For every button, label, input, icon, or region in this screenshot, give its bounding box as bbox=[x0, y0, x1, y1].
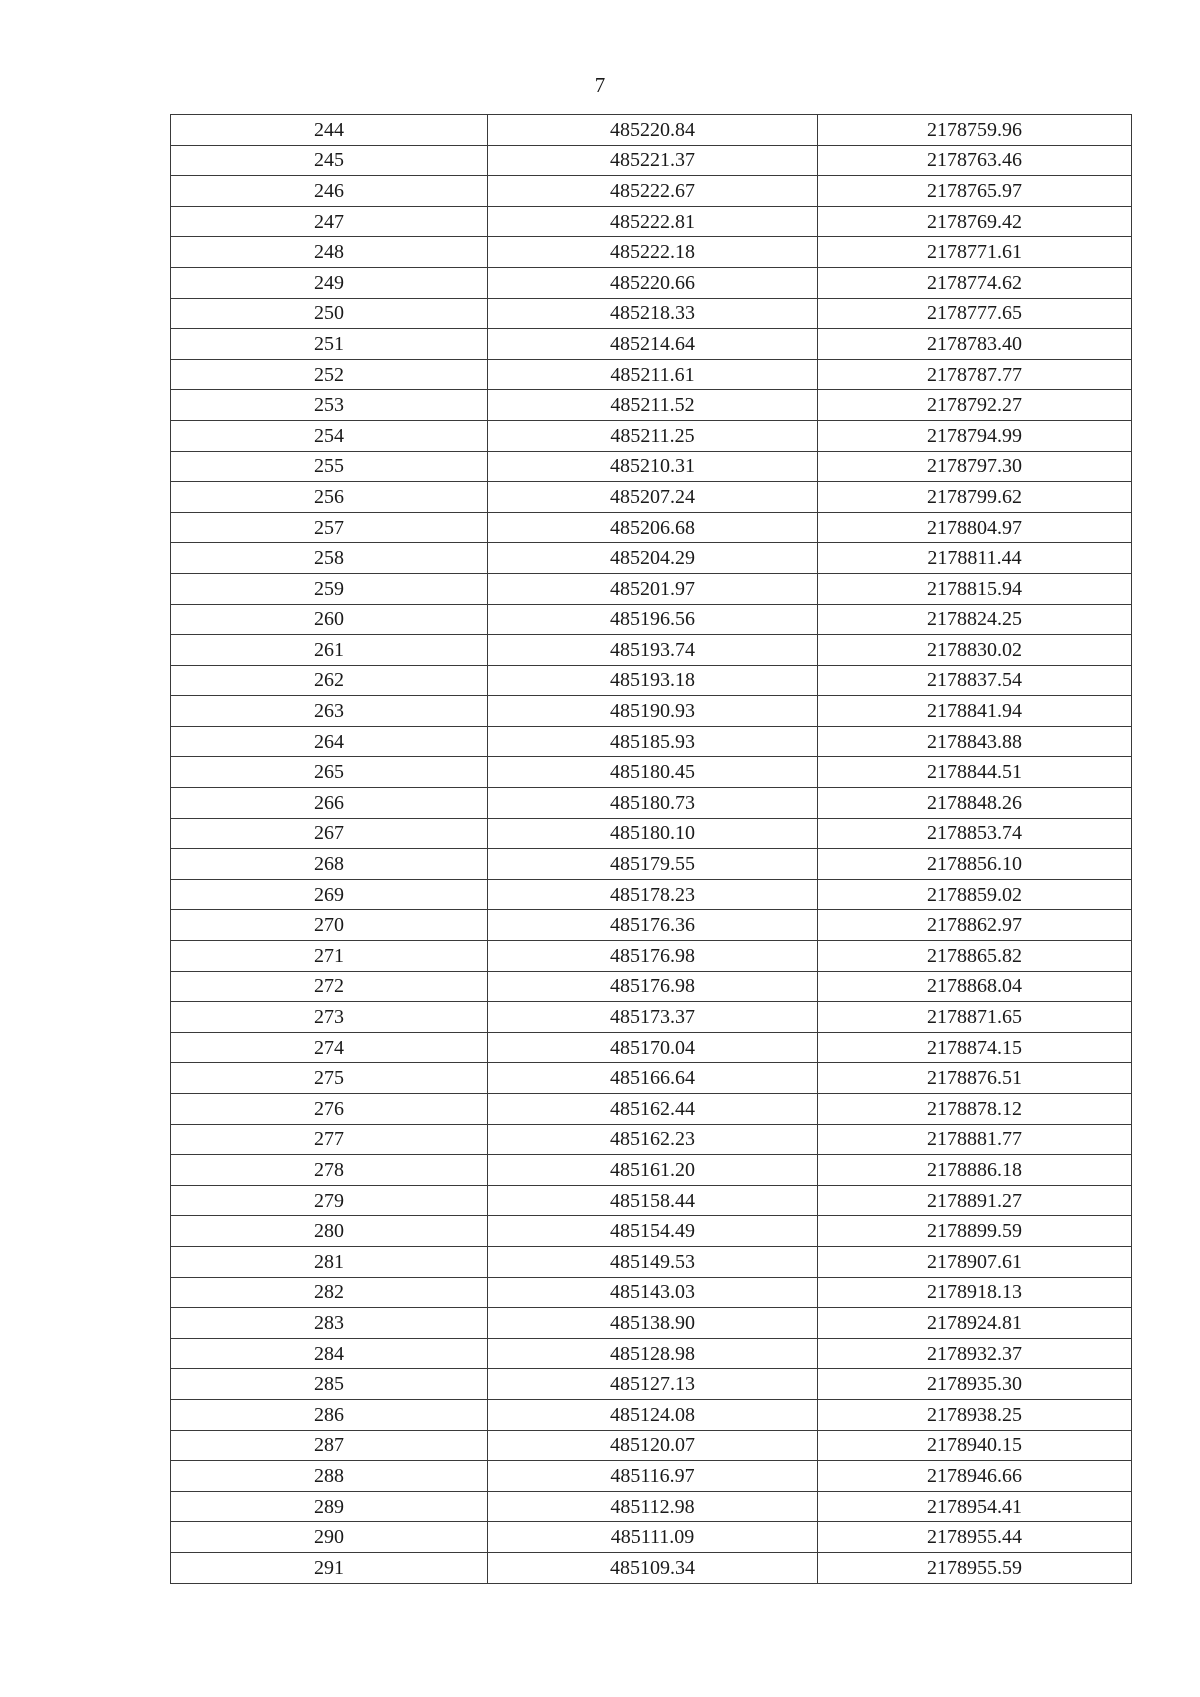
y-coordinate-cell: 2178891.27 bbox=[818, 1185, 1132, 1216]
page-number: 7 bbox=[594, 73, 606, 97]
table-row bbox=[171, 604, 1132, 635]
table-row bbox=[171, 420, 1132, 451]
table-row bbox=[171, 849, 1132, 880]
table-row bbox=[171, 635, 1132, 666]
x-coordinate-cell: 485220.66 bbox=[488, 267, 818, 298]
point-number-cell: 281 bbox=[171, 1246, 488, 1277]
y-coordinate-cell: 2178763.46 bbox=[818, 145, 1132, 176]
table-row bbox=[171, 329, 1132, 360]
table-row bbox=[171, 1094, 1132, 1125]
point-number-cell: 268 bbox=[171, 849, 488, 880]
x-coordinate-cell: 485185.93 bbox=[488, 726, 818, 757]
y-coordinate-cell: 2178938.25 bbox=[818, 1399, 1132, 1430]
x-coordinate-cell: 485176.36 bbox=[488, 910, 818, 941]
y-coordinate-cell: 2178878.12 bbox=[818, 1094, 1132, 1125]
point-number-cell: 266 bbox=[171, 788, 488, 819]
y-coordinate-cell: 2178899.59 bbox=[818, 1216, 1132, 1247]
point-number-cell: 273 bbox=[171, 1002, 488, 1033]
x-coordinate-cell: 485120.07 bbox=[488, 1430, 818, 1461]
table-row bbox=[171, 482, 1132, 513]
point-number-cell: 265 bbox=[171, 757, 488, 788]
table-row bbox=[171, 1338, 1132, 1369]
table-row bbox=[171, 145, 1132, 176]
table-row bbox=[171, 818, 1132, 849]
table-row bbox=[171, 1246, 1132, 1277]
x-coordinate-cell: 485204.29 bbox=[488, 543, 818, 574]
point-number-cell: 251 bbox=[171, 329, 488, 360]
x-coordinate-cell: 485161.20 bbox=[488, 1155, 818, 1186]
table-row bbox=[171, 176, 1132, 207]
table-row bbox=[171, 1124, 1132, 1155]
x-coordinate-cell: 485180.45 bbox=[488, 757, 818, 788]
y-coordinate-cell: 2178853.74 bbox=[818, 818, 1132, 849]
y-coordinate-cell: 2178874.15 bbox=[818, 1032, 1132, 1063]
coordinates-table bbox=[170, 114, 1132, 1584]
point-number-cell: 276 bbox=[171, 1094, 488, 1125]
table-row bbox=[171, 1552, 1132, 1583]
point-number-cell: 250 bbox=[171, 298, 488, 329]
x-coordinate-cell: 485193.18 bbox=[488, 665, 818, 696]
x-coordinate-cell: 485158.44 bbox=[488, 1185, 818, 1216]
x-coordinate-cell: 485221.37 bbox=[488, 145, 818, 176]
table-row bbox=[171, 267, 1132, 298]
table-row bbox=[171, 573, 1132, 604]
table-row bbox=[171, 451, 1132, 482]
point-number-cell: 247 bbox=[171, 206, 488, 237]
point-number-cell: 283 bbox=[171, 1308, 488, 1339]
y-coordinate-cell: 2178824.25 bbox=[818, 604, 1132, 635]
x-coordinate-cell: 485149.53 bbox=[488, 1246, 818, 1277]
table-row bbox=[171, 206, 1132, 237]
x-coordinate-cell: 485176.98 bbox=[488, 971, 818, 1002]
table-row bbox=[171, 665, 1132, 696]
point-number-cell: 261 bbox=[171, 635, 488, 666]
y-coordinate-cell: 2178954.41 bbox=[818, 1491, 1132, 1522]
y-coordinate-cell: 2178946.66 bbox=[818, 1461, 1132, 1492]
table-row bbox=[171, 115, 1132, 146]
table-row bbox=[171, 359, 1132, 390]
point-number-cell: 260 bbox=[171, 604, 488, 635]
table-row bbox=[171, 1032, 1132, 1063]
table-row bbox=[171, 696, 1132, 727]
table-row bbox=[171, 1522, 1132, 1553]
table-row bbox=[171, 1399, 1132, 1430]
point-number-cell: 284 bbox=[171, 1338, 488, 1369]
x-coordinate-cell: 485211.52 bbox=[488, 390, 818, 421]
y-coordinate-cell: 2178876.51 bbox=[818, 1063, 1132, 1094]
point-number-cell: 285 bbox=[171, 1369, 488, 1400]
y-coordinate-cell: 2178932.37 bbox=[818, 1338, 1132, 1369]
point-number-cell: 257 bbox=[171, 512, 488, 543]
x-coordinate-cell: 485179.55 bbox=[488, 849, 818, 880]
y-coordinate-cell: 2178777.65 bbox=[818, 298, 1132, 329]
y-coordinate-cell: 2178774.62 bbox=[818, 267, 1132, 298]
point-number-cell: 278 bbox=[171, 1155, 488, 1186]
point-number-cell: 291 bbox=[171, 1552, 488, 1583]
y-coordinate-cell: 2178830.02 bbox=[818, 635, 1132, 666]
point-number-cell: 287 bbox=[171, 1430, 488, 1461]
table-row bbox=[171, 879, 1132, 910]
table-row bbox=[171, 1002, 1132, 1033]
y-coordinate-cell: 2178871.65 bbox=[818, 1002, 1132, 1033]
point-number-cell: 290 bbox=[171, 1522, 488, 1553]
table-row bbox=[171, 1461, 1132, 1492]
y-coordinate-cell: 2178940.15 bbox=[818, 1430, 1132, 1461]
table-row bbox=[171, 1491, 1132, 1522]
y-coordinate-cell: 2178881.77 bbox=[818, 1124, 1132, 1155]
x-coordinate-cell: 485143.03 bbox=[488, 1277, 818, 1308]
table-row bbox=[171, 1277, 1132, 1308]
x-coordinate-cell: 485222.18 bbox=[488, 237, 818, 268]
x-coordinate-cell: 485210.31 bbox=[488, 451, 818, 482]
y-coordinate-cell: 2178907.61 bbox=[818, 1246, 1132, 1277]
table-row bbox=[171, 1430, 1132, 1461]
table-row bbox=[171, 1063, 1132, 1094]
y-coordinate-cell: 2178859.02 bbox=[818, 879, 1132, 910]
x-coordinate-cell: 485180.73 bbox=[488, 788, 818, 819]
x-coordinate-cell: 485180.10 bbox=[488, 818, 818, 849]
point-number-cell: 263 bbox=[171, 696, 488, 727]
x-coordinate-cell: 485201.97 bbox=[488, 573, 818, 604]
point-number-cell: 253 bbox=[171, 390, 488, 421]
x-coordinate-cell: 485111.09 bbox=[488, 1522, 818, 1553]
x-coordinate-cell: 485207.24 bbox=[488, 482, 818, 513]
x-coordinate-cell: 485138.90 bbox=[488, 1308, 818, 1339]
x-coordinate-cell: 485176.98 bbox=[488, 941, 818, 972]
point-number-cell: 279 bbox=[171, 1185, 488, 1216]
y-coordinate-cell: 2178811.44 bbox=[818, 543, 1132, 574]
point-number-cell: 255 bbox=[171, 451, 488, 482]
x-coordinate-cell: 485173.37 bbox=[488, 1002, 818, 1033]
x-coordinate-cell: 485170.04 bbox=[488, 1032, 818, 1063]
table-row bbox=[171, 543, 1132, 574]
point-number-cell: 270 bbox=[171, 910, 488, 941]
y-coordinate-cell: 2178844.51 bbox=[818, 757, 1132, 788]
x-coordinate-cell: 485193.74 bbox=[488, 635, 818, 666]
table-row bbox=[171, 1216, 1132, 1247]
point-number-cell: 272 bbox=[171, 971, 488, 1002]
point-number-cell: 286 bbox=[171, 1399, 488, 1430]
x-coordinate-cell: 485196.56 bbox=[488, 604, 818, 635]
table-row bbox=[171, 298, 1132, 329]
point-number-cell: 262 bbox=[171, 665, 488, 696]
y-coordinate-cell: 2178783.40 bbox=[818, 329, 1132, 360]
point-number-cell: 244 bbox=[171, 115, 488, 146]
y-coordinate-cell: 2178769.42 bbox=[818, 206, 1132, 237]
point-number-cell: 274 bbox=[171, 1032, 488, 1063]
point-number-cell: 269 bbox=[171, 879, 488, 910]
y-coordinate-cell: 2178794.99 bbox=[818, 420, 1132, 451]
y-coordinate-cell: 2178792.27 bbox=[818, 390, 1132, 421]
y-coordinate-cell: 2178771.61 bbox=[818, 237, 1132, 268]
y-coordinate-cell: 2178815.94 bbox=[818, 573, 1132, 604]
x-coordinate-cell: 485127.13 bbox=[488, 1369, 818, 1400]
x-coordinate-cell: 485206.68 bbox=[488, 512, 818, 543]
table-row bbox=[171, 788, 1132, 819]
table-row bbox=[171, 726, 1132, 757]
point-number-cell: 264 bbox=[171, 726, 488, 757]
table-row bbox=[171, 1369, 1132, 1400]
point-number-cell: 245 bbox=[171, 145, 488, 176]
point-number-cell: 256 bbox=[171, 482, 488, 513]
y-coordinate-cell: 2178765.97 bbox=[818, 176, 1132, 207]
x-coordinate-cell: 485211.61 bbox=[488, 359, 818, 390]
point-number-cell: 259 bbox=[171, 573, 488, 604]
y-coordinate-cell: 2178799.62 bbox=[818, 482, 1132, 513]
table-row bbox=[171, 512, 1132, 543]
y-coordinate-cell: 2178918.13 bbox=[818, 1277, 1132, 1308]
y-coordinate-cell: 2178865.82 bbox=[818, 941, 1132, 972]
x-coordinate-cell: 485222.81 bbox=[488, 206, 818, 237]
point-number-cell: 246 bbox=[171, 176, 488, 207]
table-row bbox=[171, 237, 1132, 268]
x-coordinate-cell: 485109.34 bbox=[488, 1552, 818, 1583]
x-coordinate-cell: 485162.44 bbox=[488, 1094, 818, 1125]
point-number-cell: 289 bbox=[171, 1491, 488, 1522]
x-coordinate-cell: 485166.64 bbox=[488, 1063, 818, 1094]
y-coordinate-cell: 2178787.77 bbox=[818, 359, 1132, 390]
point-number-cell: 258 bbox=[171, 543, 488, 574]
y-coordinate-cell: 2178804.97 bbox=[818, 512, 1132, 543]
point-number-cell: 288 bbox=[171, 1461, 488, 1492]
x-coordinate-cell: 485162.23 bbox=[488, 1124, 818, 1155]
y-coordinate-cell: 2178841.94 bbox=[818, 696, 1132, 727]
y-coordinate-cell: 2178837.54 bbox=[818, 665, 1132, 696]
table-row bbox=[171, 941, 1132, 972]
y-coordinate-cell: 2178886.18 bbox=[818, 1155, 1132, 1186]
x-coordinate-cell: 485124.08 bbox=[488, 1399, 818, 1430]
x-coordinate-cell: 485220.84 bbox=[488, 115, 818, 146]
table-row bbox=[171, 390, 1132, 421]
point-number-cell: 277 bbox=[171, 1124, 488, 1155]
x-coordinate-cell: 485218.33 bbox=[488, 298, 818, 329]
table-row bbox=[171, 910, 1132, 941]
y-coordinate-cell: 2178856.10 bbox=[818, 849, 1132, 880]
point-number-cell: 249 bbox=[171, 267, 488, 298]
y-coordinate-cell: 2178797.30 bbox=[818, 451, 1132, 482]
x-coordinate-cell: 485116.97 bbox=[488, 1461, 818, 1492]
y-coordinate-cell: 2178924.81 bbox=[818, 1308, 1132, 1339]
y-coordinate-cell: 2178868.04 bbox=[818, 971, 1132, 1002]
table-row bbox=[171, 1155, 1132, 1186]
point-number-cell: 282 bbox=[171, 1277, 488, 1308]
x-coordinate-cell: 485222.67 bbox=[488, 176, 818, 207]
x-coordinate-cell: 485190.93 bbox=[488, 696, 818, 727]
table-row bbox=[171, 757, 1132, 788]
point-number-cell: 248 bbox=[171, 237, 488, 268]
y-coordinate-cell: 2178848.26 bbox=[818, 788, 1132, 819]
table-row bbox=[171, 1308, 1132, 1339]
coordinates-table-body bbox=[171, 115, 1132, 1584]
point-number-cell: 267 bbox=[171, 818, 488, 849]
x-coordinate-cell: 485128.98 bbox=[488, 1338, 818, 1369]
x-coordinate-cell: 485178.23 bbox=[488, 879, 818, 910]
point-number-cell: 252 bbox=[171, 359, 488, 390]
point-number-cell: 254 bbox=[171, 420, 488, 451]
y-coordinate-cell: 2178843.88 bbox=[818, 726, 1132, 757]
point-number-cell: 271 bbox=[171, 941, 488, 972]
y-coordinate-cell: 2178955.59 bbox=[818, 1552, 1132, 1583]
point-number-cell: 275 bbox=[171, 1063, 488, 1094]
y-coordinate-cell: 2178955.44 bbox=[818, 1522, 1132, 1553]
y-coordinate-cell: 2178935.30 bbox=[818, 1369, 1132, 1400]
table-row bbox=[171, 1185, 1132, 1216]
x-coordinate-cell: 485112.98 bbox=[488, 1491, 818, 1522]
x-coordinate-cell: 485214.64 bbox=[488, 329, 818, 360]
y-coordinate-cell: 2178759.96 bbox=[818, 115, 1132, 146]
point-number-cell: 280 bbox=[171, 1216, 488, 1247]
x-coordinate-cell: 485211.25 bbox=[488, 420, 818, 451]
x-coordinate-cell: 485154.49 bbox=[488, 1216, 818, 1247]
y-coordinate-cell: 2178862.97 bbox=[818, 910, 1132, 941]
table-row bbox=[171, 971, 1132, 1002]
